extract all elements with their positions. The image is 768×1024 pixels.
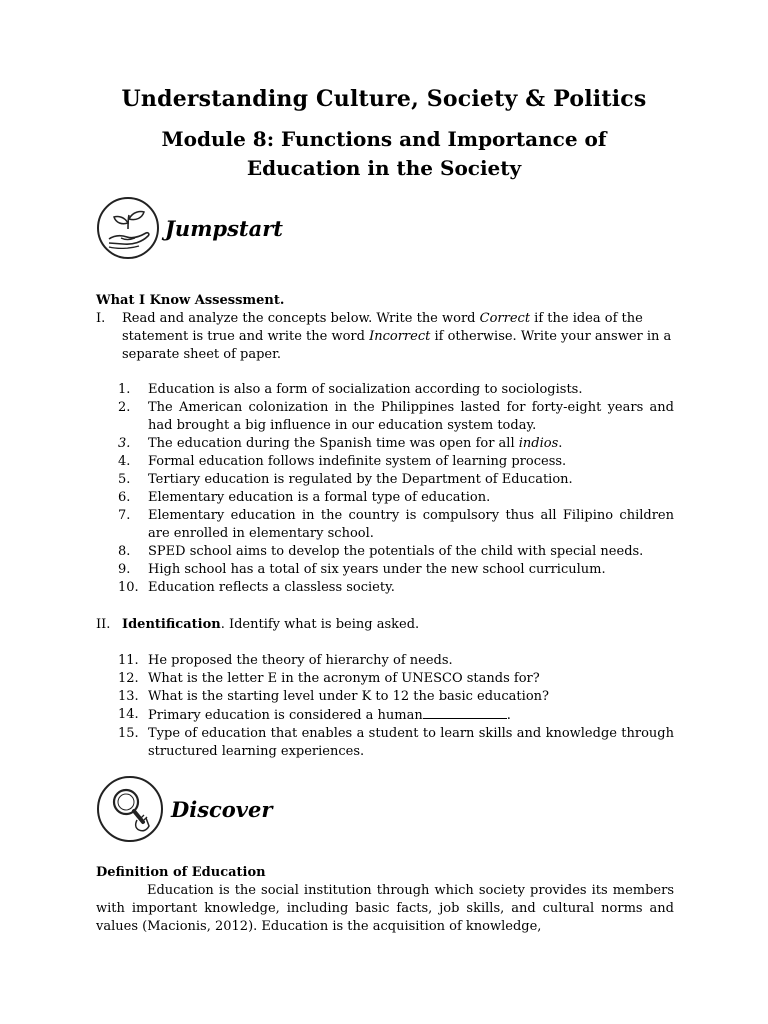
part-1-list <box>118 381 674 597</box>
list-item <box>118 489 674 507</box>
identification-instruction: . Identify what is being asked. <box>220 617 420 632</box>
item-text: High school has a total of six years under the new school curriculum. <box>148 562 606 577</box>
item-number: 5. <box>118 472 131 487</box>
instruction-word-incorrect: Incorrect <box>369 329 431 344</box>
item-text-suffix: . <box>506 708 511 723</box>
list-item <box>118 652 674 670</box>
item-number: 12. <box>118 671 139 686</box>
item-text: Elementary education in the country is compulsory thus all Filipino children are enrolled in elementary school. <box>148 508 674 541</box>
item-number: 6. <box>118 490 131 505</box>
jumpstart-header <box>97 197 283 259</box>
list-item <box>118 579 674 597</box>
discover-header <box>97 776 272 842</box>
item-number: 7. <box>118 508 131 523</box>
list-item <box>118 381 674 399</box>
list-item <box>118 453 674 471</box>
part-2-numeral: II. <box>96 617 111 632</box>
item-text-part: The education during the Spanish time was open for all <box>148 436 519 451</box>
item-number: 3. <box>118 436 131 451</box>
instruction-text-a: Read and analyze the concepts below. Write the word <box>122 311 480 326</box>
item-number: 1. <box>118 382 131 397</box>
course-title: Understanding Culture, Society & Politics <box>121 86 647 112</box>
list-item <box>118 725 674 761</box>
identification-label: Identification <box>122 617 221 632</box>
item-number: 4. <box>118 454 131 469</box>
item-number: 2. <box>118 400 131 415</box>
instruction-text-c: if otherwise. Write your answer in a separate sheet of paper. <box>122 329 672 362</box>
part-1-numeral: I. <box>96 311 106 326</box>
seedling-hand-icon <box>97 197 159 259</box>
list-item <box>118 471 674 489</box>
answer-blank <box>423 706 507 719</box>
item-text-part: Primary education is considered a human <box>148 708 423 723</box>
item-text: What is the starting level under K to 12 the basic education? <box>148 689 549 704</box>
item-text <box>148 435 674 453</box>
list-item <box>118 543 674 561</box>
item-number: 9. <box>118 562 131 577</box>
item-text: Elementary education is a formal type of education. <box>148 490 491 505</box>
item-text: Tertiary education is regulated by the Department of Education. <box>148 472 573 487</box>
part-1-instruction <box>96 310 676 364</box>
item-number: 11. <box>118 653 139 668</box>
item-number: 14. <box>118 707 139 722</box>
item-text: Formal education follows indefinite system of learning process. <box>148 454 567 469</box>
part-2-list <box>118 652 674 761</box>
module-title-line-2: Education in the Society <box>246 156 522 180</box>
definition-paragraph: Education is the social institution through which society provides its members with important knowledge, including basic facts, job skills, and cultural norms and values (Macionis, 2012). Education is the acquisition of knowledge, <box>96 883 674 934</box>
list-item <box>118 561 674 579</box>
item-text-italic: indios <box>518 436 559 451</box>
item-text: SPED school aims to develop the potentials of the child with special needs. <box>148 544 644 559</box>
part-2-instruction <box>96 616 676 634</box>
jumpstart-label: Jumpstart <box>165 215 284 241</box>
item-text: Education is also a form of socialization according to sociologists. <box>148 382 583 397</box>
item-number: 13. <box>118 689 139 704</box>
module-title-line-1: Module 8: Functions and Importance of <box>161 127 607 151</box>
item-text: He proposed the theory of hierarchy of needs. <box>148 653 453 668</box>
list-item <box>118 670 674 688</box>
definition-heading: Definition of Education <box>96 865 266 880</box>
list-item <box>118 507 674 543</box>
assessment-heading: What I Know Assessment. <box>96 293 285 308</box>
magnifying-glass-hand-icon <box>97 776 163 842</box>
part-1-text <box>122 310 676 364</box>
item-text: Education reflects a classless society. <box>148 580 395 595</box>
item-text <box>148 706 674 725</box>
list-item <box>118 688 674 706</box>
item-number: 8. <box>118 544 131 559</box>
item-text: What is the letter E in the acronym of UNESCO stands for? <box>148 671 540 686</box>
module-title <box>0 125 768 183</box>
instruction-text-b: if the idea of the statement is true and write the word <box>122 311 643 344</box>
discover-label: Discover <box>171 796 273 822</box>
part-2-text <box>122 616 676 634</box>
list-item <box>118 435 674 453</box>
list-item <box>118 706 674 725</box>
item-text-part: . <box>558 436 563 451</box>
item-number: 15. <box>118 726 139 741</box>
item-text: The American colonization in the Philippines lasted for forty-eight years and had brought a big influence in our education system today. <box>148 400 674 433</box>
instruction-word-correct: Correct <box>479 311 531 326</box>
item-number: 10. <box>118 580 139 595</box>
list-item <box>118 399 674 435</box>
item-text: Type of education that enables a student to learn skills and knowledge through structured learning experiences. <box>148 726 674 759</box>
